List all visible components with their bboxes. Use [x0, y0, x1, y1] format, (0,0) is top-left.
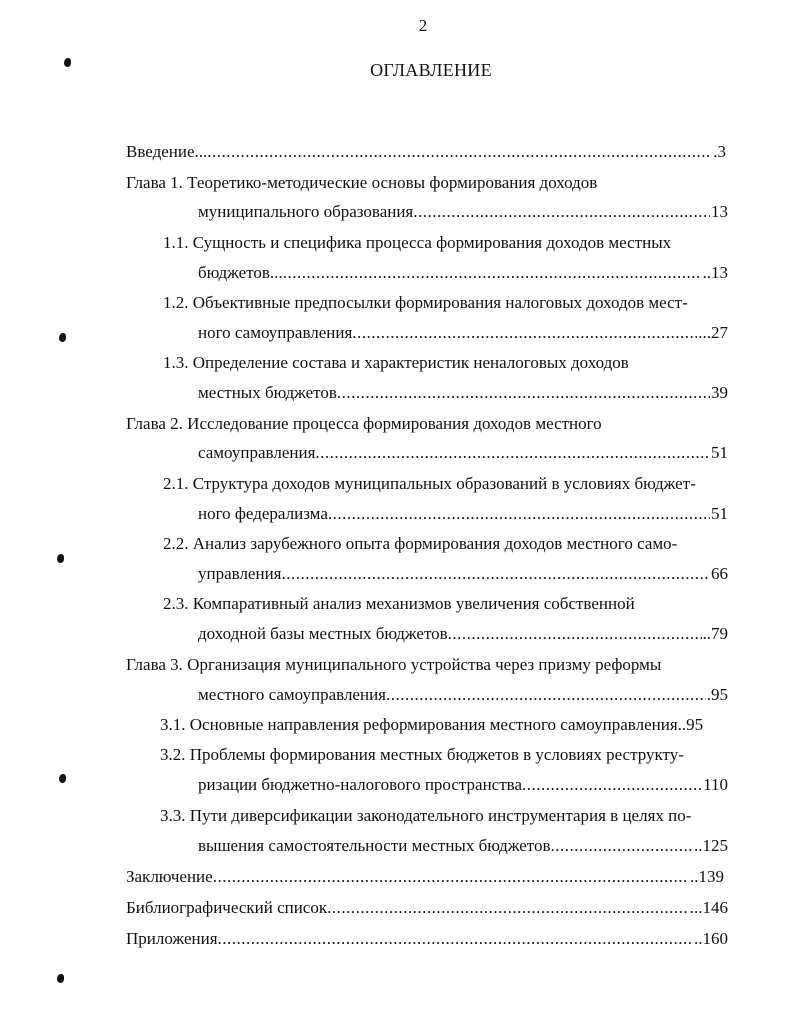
dot-leader	[522, 774, 702, 796]
toc-entry-chapter-1: Глава 1. Теоретико-методические основы формирования доходов	[126, 173, 598, 192]
dot-leader	[337, 382, 710, 404]
toc-entry-chapter-1-cont	[198, 201, 728, 223]
binder-hole-mark	[57, 974, 64, 983]
toc-entry-section-3-3: 3.3. Пути диверсификации законодательного инструментария в целях по-	[160, 806, 692, 825]
toc-page-number: .95	[706, 685, 728, 704]
toc-entry-chapter-2: Глава 2. Исследование процесса формирования доходов местного	[126, 414, 602, 433]
toc-entry-section-3-1: 3.1. Основные направления реформирования местного самоуправления..95	[160, 715, 704, 734]
dot-leader	[413, 201, 710, 223]
toc-entry-text: ного федерализма	[198, 504, 328, 523]
dot-leader	[448, 623, 702, 645]
dot-leader	[213, 866, 689, 888]
toc-entry-text: самоуправления	[198, 443, 316, 462]
dot-leader	[352, 322, 697, 344]
toc-entry-section-2-1: 2.1. Структура доходов муниципальных образований в условиях бюджет-	[163, 474, 696, 493]
toc-entry-conclusion	[126, 866, 724, 888]
dot-leader	[283, 262, 702, 284]
page-number: 2	[418, 16, 428, 35]
toc-entry-section-1-2-cont	[198, 322, 728, 344]
toc-entry-text: ного самоуправления	[198, 323, 353, 342]
toc-entry-section-1-1: 1.1. Сущность и специфика процесса формирования доходов местных	[163, 233, 672, 252]
toc-entry-section-1-2: 1.2. Объективные предпосылки формирования налоговых доходов мест-	[163, 293, 688, 312]
toc-entry-text: управления	[198, 564, 282, 583]
toc-entry-section-3-2-cont	[198, 774, 728, 796]
toc-entry-section-2-2-cont	[198, 563, 728, 585]
toc-page-number: 39	[711, 383, 728, 402]
toc-entry-section-2-1-cont	[198, 503, 728, 525]
toc-entry-text: местного самоуправления	[198, 685, 386, 704]
toc-entry-text: местных бюджетов	[198, 383, 337, 402]
binder-hole-mark	[64, 58, 71, 67]
toc-entry-section-1-3-cont	[198, 382, 728, 404]
toc-entry-text: Библиографический список	[126, 898, 328, 917]
toc-page-number: ..139	[690, 867, 724, 886]
binder-hole-mark	[57, 554, 64, 563]
toc-page-number: 13	[711, 202, 728, 221]
toc-entry-text: Приложения	[126, 929, 218, 948]
toc-entry-text: Введение...	[126, 142, 208, 161]
binder-hole-mark	[59, 333, 66, 342]
dot-leader	[328, 503, 710, 525]
toc-entry-text: муниципального образования	[198, 202, 414, 221]
toc-entry-section-2-3-cont	[198, 623, 728, 645]
toc-entry-introduction	[126, 141, 726, 163]
toc-page-number: ...146	[689, 898, 728, 917]
toc-entry-section-2-2: 2.2. Анализ зарубежного опыта формирования доходов местного само-	[163, 534, 678, 553]
toc-page-number: 51	[711, 443, 728, 462]
toc-page-number: .3	[713, 142, 726, 161]
dot-leader	[207, 141, 712, 163]
toc-entry-appendices	[126, 928, 728, 950]
toc-entry-text: доходной базы местных бюджетов	[198, 624, 448, 643]
toc-entry-text: вышения самостоятельности местных бюджетов	[198, 836, 551, 855]
toc-page-number: ..125	[694, 836, 728, 855]
toc-entry-section-2-3: 2.3. Компаративный анализ механизмов увеличения собственной	[163, 594, 635, 613]
toc-page-number: ...27	[698, 323, 728, 342]
dot-leader	[282, 563, 711, 585]
dot-leader	[386, 684, 706, 706]
toc-entry-text: ризации бюджетно-налогового пространства	[198, 775, 522, 794]
toc-entry-section-3-2: 3.2. Проблемы формирования местных бюджетов в условиях реструкту-	[160, 745, 684, 764]
toc-entry-bibliography	[126, 897, 728, 919]
dot-leader	[551, 835, 693, 857]
toc-entry-section-1-3: 1.3. Определение состава и характеристик неналоговых доходов	[163, 353, 629, 372]
toc-page-number: 51	[711, 504, 728, 523]
binder-hole-mark	[59, 774, 66, 783]
toc-page-number: ..160	[694, 929, 728, 948]
toc-page-number: ..13	[702, 263, 728, 282]
dot-leader	[315, 442, 710, 464]
page-title: ОГЛАВЛЕНИЕ	[370, 60, 492, 80]
toc-entry-text: бюджетов...	[198, 263, 283, 282]
toc-entry-chapter-3-cont	[198, 684, 728, 706]
toc-entry-chapter-3: Глава 3. Организация муниципального устройства через призму реформы	[126, 655, 662, 674]
toc-entry-section-3-3-cont	[198, 835, 728, 857]
dot-leader	[218, 928, 693, 950]
toc-page-number: ..79	[702, 624, 728, 643]
toc-entry-section-1-1-cont	[198, 262, 728, 284]
dot-leader	[327, 897, 689, 919]
toc-entry-text: Заключение	[126, 867, 213, 886]
toc-page-number: 66	[711, 564, 728, 583]
toc-page-number: 110	[703, 775, 728, 794]
toc-entry-chapter-2-cont	[198, 442, 728, 464]
